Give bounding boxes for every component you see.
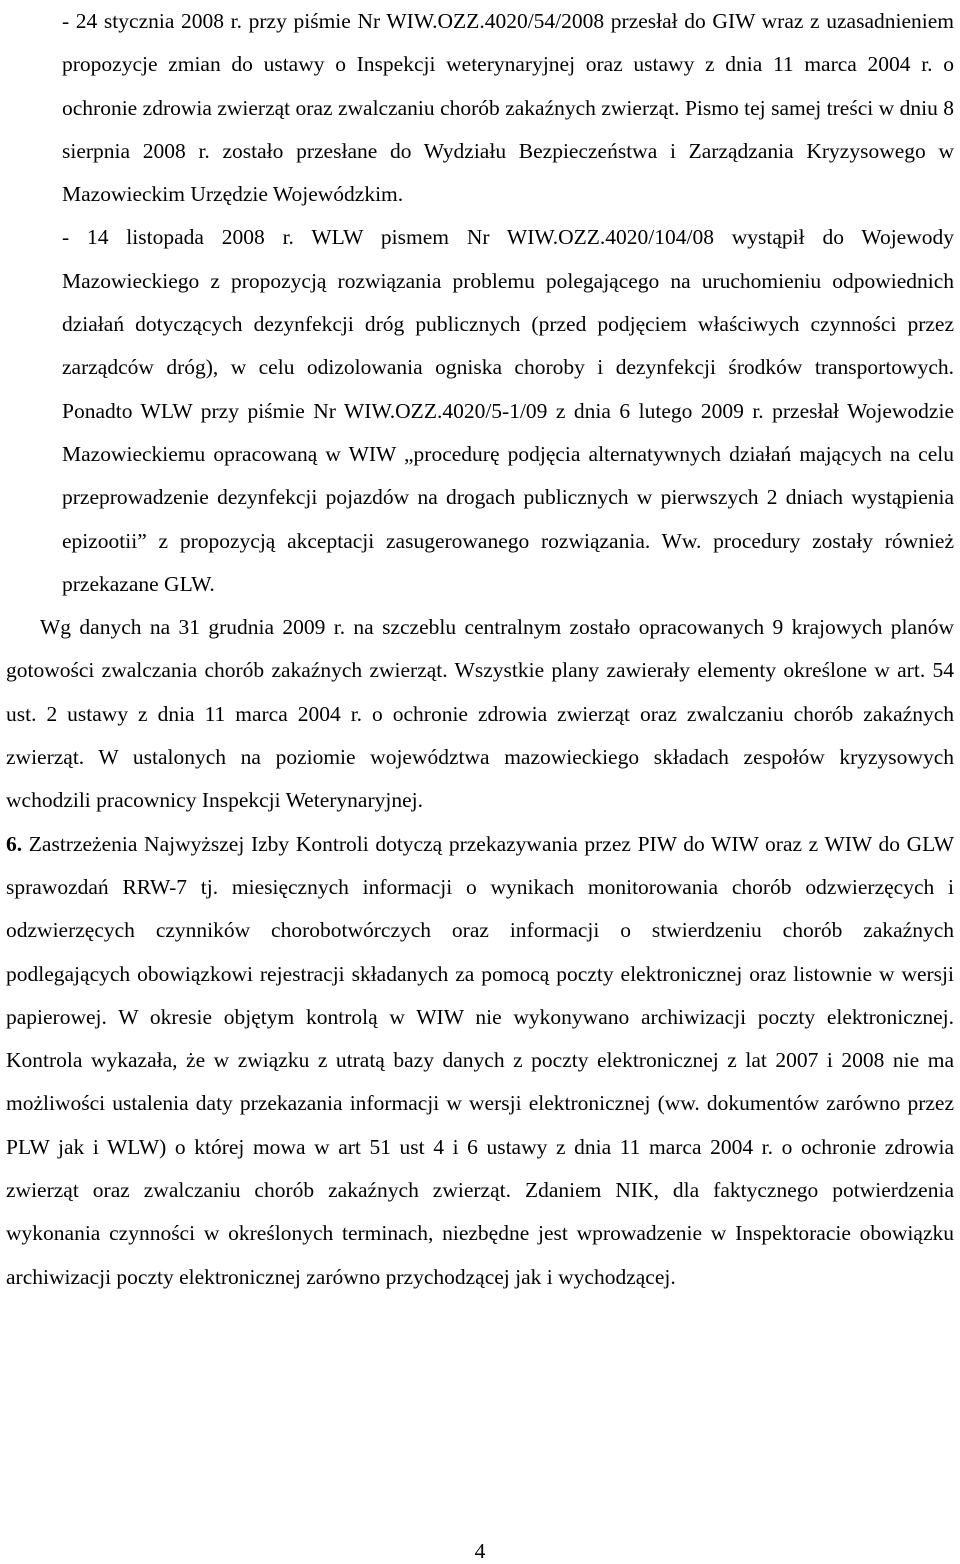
page-number: 4 [474,1539,486,1563]
body-paragraph: Wg danych na 31 grudnia 2009 r. na szczeblu centralnym zostało opracowanych 9 krajowych planów gotowości zwalczania chorób zakaźnych zwierząt. Wszystkie plany zawierały elementy określone w art. 54 ust. 2 ustawy z dnia 11 marca 2004 r. o ochronie zdrowia zwierząt oraz zwalczaniu chorób zakaźnych zwierząt. W ustalonych na poziomie województwa mazowieckiego składach zespołów kryzysowych wchodzili pracownicy Inspekcji Weterynaryjnej. [6,615,954,813]
list-item: - 24 stycznia 2008 r. przy piśmie Nr WIW.OZZ.4020/54/2008 przesłał do GIW wraz z uzasadnieniem propozycje zmian do ustawy o Inspekcji weterynaryjnej oraz ustawy z dnia 11 marca 2004 r. o ochronie zdrowia zwierząt oraz zwalczaniu chorób zakaźnych zwierząt. Pismo tej samej treści w dniu 8 sierpnia 2008 r. zostało przesłane do Wydziału Bezpieczeństwa i Zarządzania Kryzysowego w Mazowieckim Urzędzie Wojewódzkim. [62,9,954,207]
list-item: - 14 listopada 2008 r. WLW pismem Nr WIW.OZZ.4020/104/08 wystąpił do Wojewody Mazowieckiego z propozycją rozwiązania problemu polegającego na uruchomieniu odpowiednich działań dotyczących dezynfekcji dróg publicznych (przed podjęciem właściwych czynności przez zarządców dróg), w celu odizolowania ogniska choroby i dezynfekcji środków transportowych. Ponadto WLW przy piśmie Nr WIW.OZZ.4020/5-1/09 z dnia 6 lutego 2009 r. przesłał Wojewodzie Mazowieckiemu opracowaną w WIW „procedurę podjęcia alternatywnych działań mających na celu przeprowadzenie dezynfekcji pojazdów na drogach publicznych w pierwszych 2 dniach wystąpienia epizootii” z propozycją akceptacji zasugerowanego rozwiązania. Ww. procedury zostały również przekazane GLW. [62,225,954,596]
section-text: Zastrzeżenia Najwyższej Izby Kontroli dotyczą przekazywania przez PIW do WIW oraz z WIW do GLW sprawozdań RRW-7 tj. miesięcznych informacji o wynikach monitorowania chorób odzwierzęcych i odzwierzęcych czynników chorobotwórczych oraz informacji o stwierdzeniu chorób zakaźnych podlegających obowiązkowi rejestracji składanych za pomocą poczty elektronicznej oraz listownie w wersji papierowej. W okresie objętym kontrolą w WIW nie wykonywano archiwizacji poczty elektronicznej. Kontrola wykazała, że w związku z utratą bazy danych z poczty elektronicznej z lat 2007 i 2008 nie ma możliwości ustalenia daty przekazania informacji w wersji elektronicznej (ww. dokumentów zarówno przez PLW jak i WLW) o której mowa w art 51 ust 4 i 6 ustawy z dnia 11 marca 2004 r. o ochronie zdrowia zwierząt oraz zwalczaniu chorób zakaźnych zwierząt. Zdaniem NIK, dla faktycznego potwierdzenia wykonania czynności w określonych terminach, niezbędne jest wprowadzenie w Inspektoracie obowiązku archiwizacji poczty elektronicznej zarówno przychodzącej jak i wychodzącej. [6,831,954,1289]
document-body [6,0,954,1299]
section-number: 6. [6,831,23,856]
section-paragraph [6,823,954,1299]
